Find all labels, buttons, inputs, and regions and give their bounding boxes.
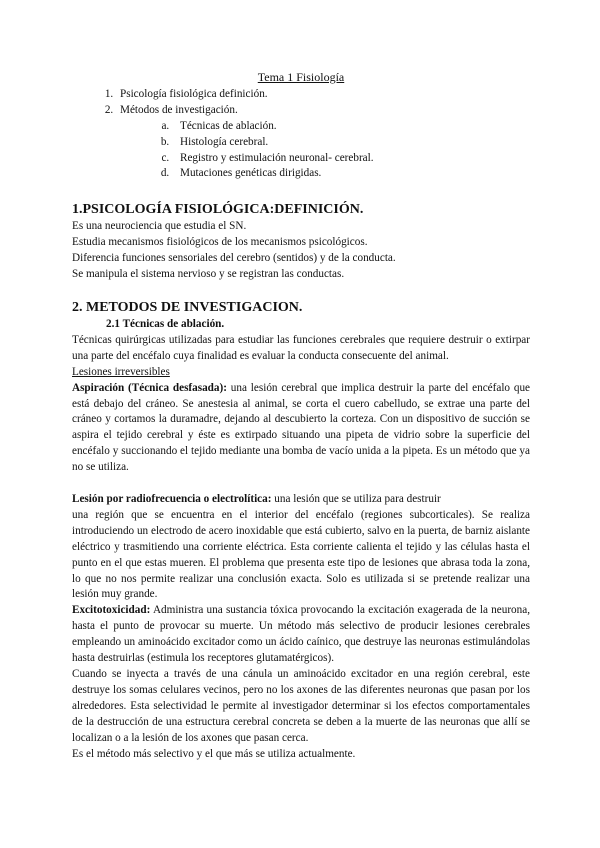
excitotoxicidad-paragraph-2: Cuando se inyecta a través de una cánula un aminoácido excitador en una región cerebral, este destruye los somas celulares vecinos, pero no los axones de las diferentes neuronas que pasan por los alrededores. Esta selectividad le permite al investigador determinar si los efectos comportamentales de la destrucción de una estructura cerebral concreta se deben a la muerte de las neuronas que allí se localizan o a la lesión de los axones que pasan cerca. [72,668,530,744]
radiofrecuencia-first-line [72,492,530,508]
term-text: Administra una sustancia tóxica provocando la excitación exagerada de la neurona, hasta el punto de provocar su muerte. Un método más selectivo de producir lesiones cerebrales empleando un aminoácido excitador como un ácido caínico, que destruye las neuronas estimulándolas hasta destruirlas (estimula los receptores glutamatérgicos). [72,604,530,665]
paragraph-line: Diferencia funciones sensoriales del cerebro (sentidos) y de la conducta. [72,252,396,265]
section-heading: 2. METODOS DE INVESTIGACION. [72,299,303,315]
paragraph-line: Estudia mecanismos fisiológicos de los mecanismos psicológicos. [72,236,368,249]
paragraph-line: Se manipula el sistema nervioso y se registran las conductas. [72,268,345,281]
term-label: Aspiración (Técnica desfasada): [72,381,227,394]
toc-sublist [120,119,530,183]
irreversible-label: Lesiones irreversibles [72,365,170,378]
paragraph-line: Es una neurociencia que estudia el SN. [72,220,247,233]
section-heading: 1.PSICOLOGÍA FISIOLÓGICA:DEFINICIÓN. [72,202,364,218]
excitotoxicidad-paragraph [72,603,530,667]
toc-subitem: a. Técnicas de ablación. [172,119,530,135]
toc-item: 1. Psicología fisiológica definición. [116,87,530,103]
toc-item-label: Métodos de investigación. [120,103,238,116]
aspiracion-paragraph [72,381,530,476]
toc-subitem: c. Registro y estimulación neuronal- cerebral. [172,151,530,167]
intro-paragraph: Técnicas quirúrgicas utilizadas para estudiar las funciones cerebrales que requiere destruir o extirpar una parte del encéfalo cuya finalidad es evaluar la conducta consecuente del animal. [72,333,530,362]
term-text: una lesión que se utiliza para destruir [271,493,441,506]
spacer [72,476,530,492]
excitotoxicidad-paragraph-3: Es el método más selectivo y el que más se utiliza actualmente. [72,747,356,760]
document-title: Tema 1 Fisiología [257,70,345,84]
toc-subitem: b. Histología cerebral. [172,135,530,151]
subsection-heading: 2.1 Técnicas de ablación. [106,317,225,330]
toc-subitem: d. Mutaciones genéticas dirigidas. [172,166,530,182]
term-label: Lesión por radiofrecuencia o electrolítica: [72,493,272,506]
table-of-contents [72,87,530,182]
term-label: Excitotoxicidad: [72,604,151,617]
document-page [72,70,530,762]
toc-item [116,103,530,183]
term-text: una lesión cerebral que implica destruir la parte del encéfalo que está debajo del cráneo. Se anestesia al animal, se corta el cuero cabelludo, se extrae una parte del cráneo y cortamos la duramadre, dejando al descubierto la corteza. Con un dispositivo de succión se aspira el tejido cerebral y éste es extirpado situando una pipeta de vidrio sobre la superficie del encéfalo y succionando el tejido mediante una bomba de vacío unida a la pipeta. Es un método que ya no se utiliza. [72,381,530,474]
radiofrecuencia-paragraph: una región que se encuentra en el interior del encéfalo (regiones subcorticales). Se realiza introduciendo un electrodo de acero inoxidable que está cubierto, salvo en la puerta, de barniz aislante eléctrico y trasmitiendo una corriente eléctrica. Esta corriente calienta el tejido y las células hasta el punto en el que estas mueren. El problema que presenta este tipo de lesiones que abrasa toda la zona, lo que no nos permite realizar una conclusión exacta. Solo es utilizada si se pretende realizar una lesión muy grande. [72,508,530,601]
